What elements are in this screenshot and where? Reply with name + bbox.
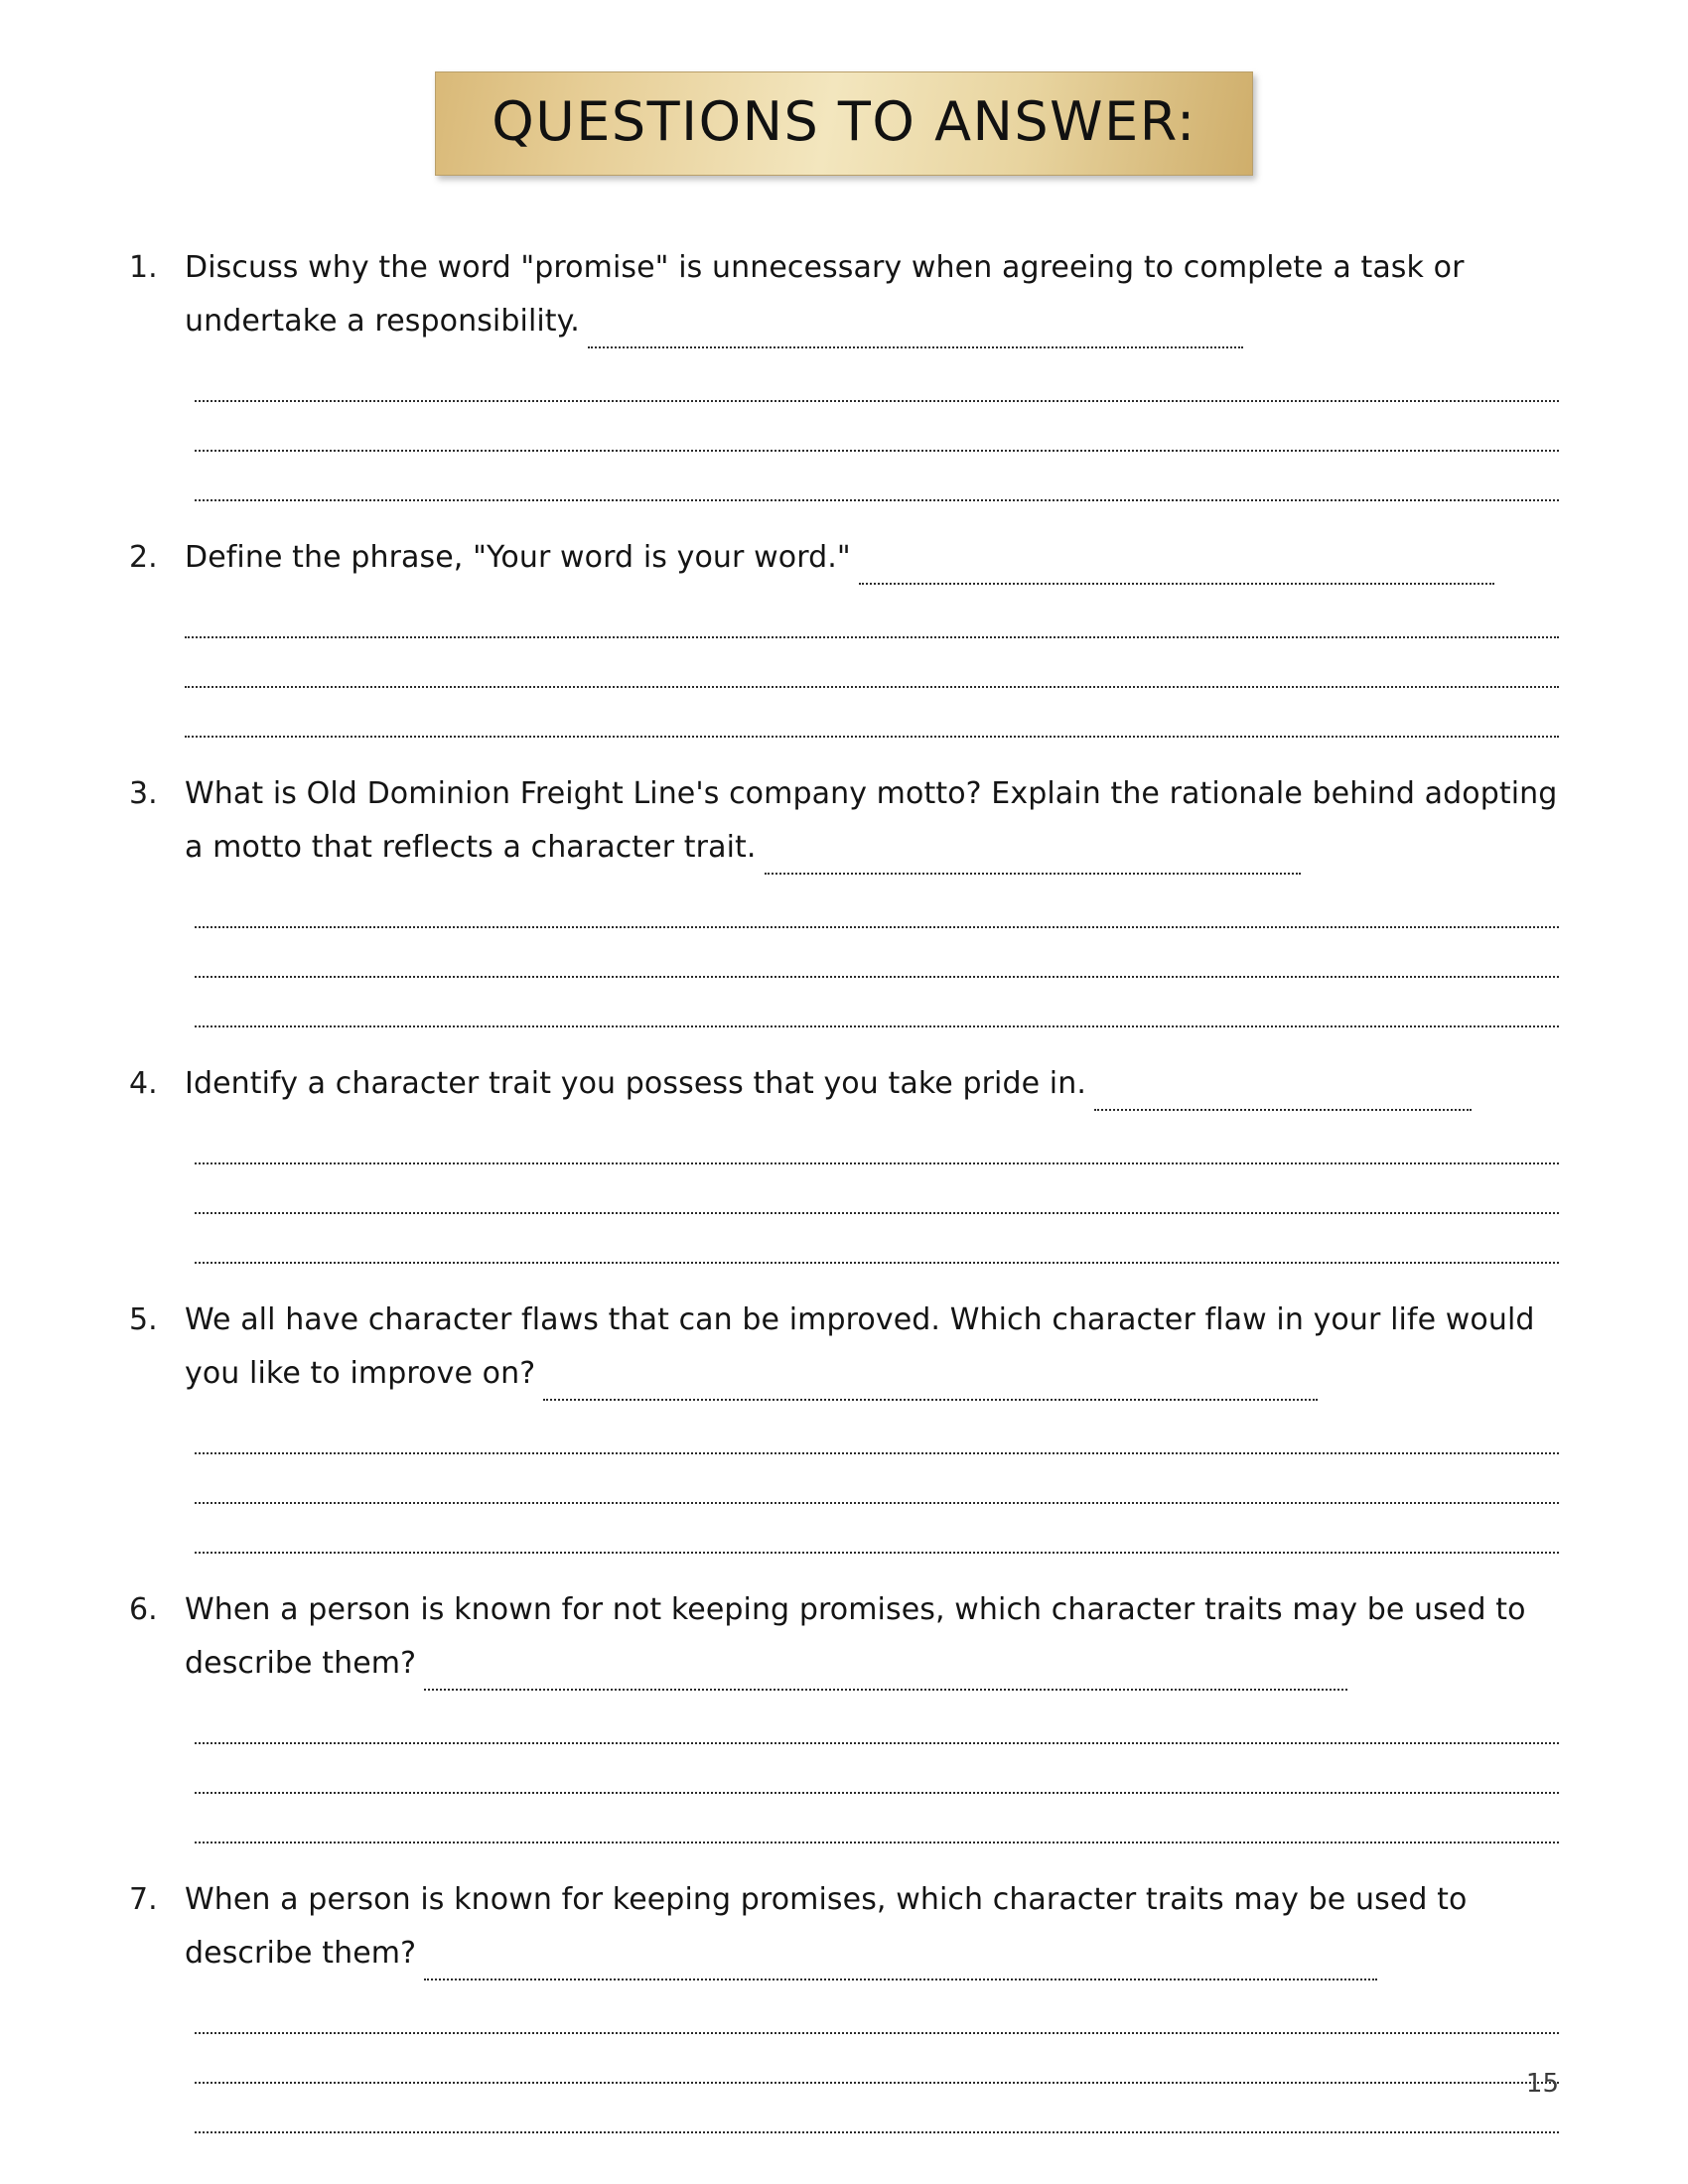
answer-lines[interactable] xyxy=(185,1405,1559,1554)
question-number: 5. xyxy=(129,1302,158,1337)
question-item xyxy=(129,767,1559,1027)
question-text xyxy=(185,241,1559,348)
question-body xyxy=(185,1057,1559,1264)
question-text-value: When a person is known for not keeping promises, which character traits may be used to describe them? xyxy=(185,1592,1526,1681)
page-title: QUESTIONS TO ANSWER: xyxy=(492,90,1196,153)
answer-line[interactable] xyxy=(185,638,1559,688)
answer-line[interactable] xyxy=(185,589,1559,638)
answer-line[interactable] xyxy=(195,452,1559,501)
question-text-value: Identify a character trait you possess that you take pride in. xyxy=(185,1066,1086,1101)
answer-line[interactable] xyxy=(195,2034,1559,2084)
question-item xyxy=(129,1583,1559,1843)
question-body xyxy=(185,531,1559,738)
answer-lines[interactable] xyxy=(185,352,1559,501)
answer-line[interactable] xyxy=(195,352,1559,402)
answer-line[interactable] xyxy=(185,688,1559,738)
question-body xyxy=(185,241,1559,501)
answer-line[interactable] xyxy=(195,1164,1559,1214)
answer-fill-line[interactable] xyxy=(588,313,1243,348)
answer-line[interactable] xyxy=(195,402,1559,452)
answer-line[interactable] xyxy=(195,1695,1559,1744)
answer-lines[interactable] xyxy=(185,1115,1559,1264)
question-text-value: We all have character flaws that can be improved. Which character flaw in your life would you like to improve on? xyxy=(185,1302,1535,1391)
question-body xyxy=(185,767,1559,1027)
question-item xyxy=(129,531,1559,738)
answer-lines[interactable] xyxy=(185,589,1559,738)
question-number: 7. xyxy=(129,1882,158,1917)
question-item xyxy=(129,1057,1559,1264)
question-number: 3. xyxy=(129,776,158,811)
answer-line[interactable] xyxy=(195,1744,1559,1794)
question-body xyxy=(185,1583,1559,1843)
question-text xyxy=(185,1294,1559,1401)
answer-fill-line[interactable] xyxy=(424,1655,1347,1691)
page-number: 15 xyxy=(1525,2069,1559,2099)
answer-line[interactable] xyxy=(195,928,1559,978)
question-text-value: Discuss why the word "promise" is unnecessary when agreeing to complete a task or undertake a responsibility. xyxy=(185,250,1465,339)
question-text-value: What is Old Dominion Freight Line's company motto? Explain the rationale behind adopting a motto that reflects a character trait. xyxy=(185,776,1558,865)
question-text-value: Define the phrase, "Your word is your word." xyxy=(185,540,851,575)
answer-fill-line[interactable] xyxy=(543,1365,1318,1401)
answer-line[interactable] xyxy=(195,2084,1559,2133)
answer-fill-line[interactable] xyxy=(765,839,1301,875)
answer-fill-line[interactable] xyxy=(424,1945,1377,1980)
question-body xyxy=(185,1873,1559,2133)
question-number: 6. xyxy=(129,1592,158,1627)
answer-line[interactable] xyxy=(195,879,1559,928)
answer-lines[interactable] xyxy=(185,1984,1559,2133)
answer-line[interactable] xyxy=(195,1405,1559,1454)
question-text xyxy=(185,1583,1559,1691)
question-number: 4. xyxy=(129,1066,158,1101)
answer-line[interactable] xyxy=(195,1794,1559,1843)
answer-line[interactable] xyxy=(195,1214,1559,1264)
question-item xyxy=(129,1873,1559,2133)
question-text xyxy=(185,1057,1559,1111)
answer-line[interactable] xyxy=(195,1454,1559,1504)
question-text xyxy=(185,1873,1559,1980)
answer-fill-line[interactable] xyxy=(859,549,1494,585)
answer-lines[interactable] xyxy=(185,1695,1559,1843)
answer-line[interactable] xyxy=(195,1115,1559,1164)
question-number: 2. xyxy=(129,540,158,575)
question-text xyxy=(185,767,1559,875)
questions-list xyxy=(129,241,1559,2133)
answer-lines[interactable] xyxy=(185,879,1559,1027)
title-banner xyxy=(435,71,1253,176)
question-item xyxy=(129,241,1559,501)
answer-line[interactable] xyxy=(195,1984,1559,2034)
question-text xyxy=(185,531,1559,585)
question-item xyxy=(129,1294,1559,1554)
question-text-value: When a person is known for keeping promises, which character traits may be used to describe them? xyxy=(185,1882,1468,1971)
question-body xyxy=(185,1294,1559,1554)
title-banner-wrap xyxy=(0,71,1688,176)
answer-fill-line[interactable] xyxy=(1094,1075,1472,1111)
answer-line[interactable] xyxy=(195,978,1559,1027)
answer-line[interactable] xyxy=(195,1504,1559,1554)
question-number: 1. xyxy=(129,250,158,285)
